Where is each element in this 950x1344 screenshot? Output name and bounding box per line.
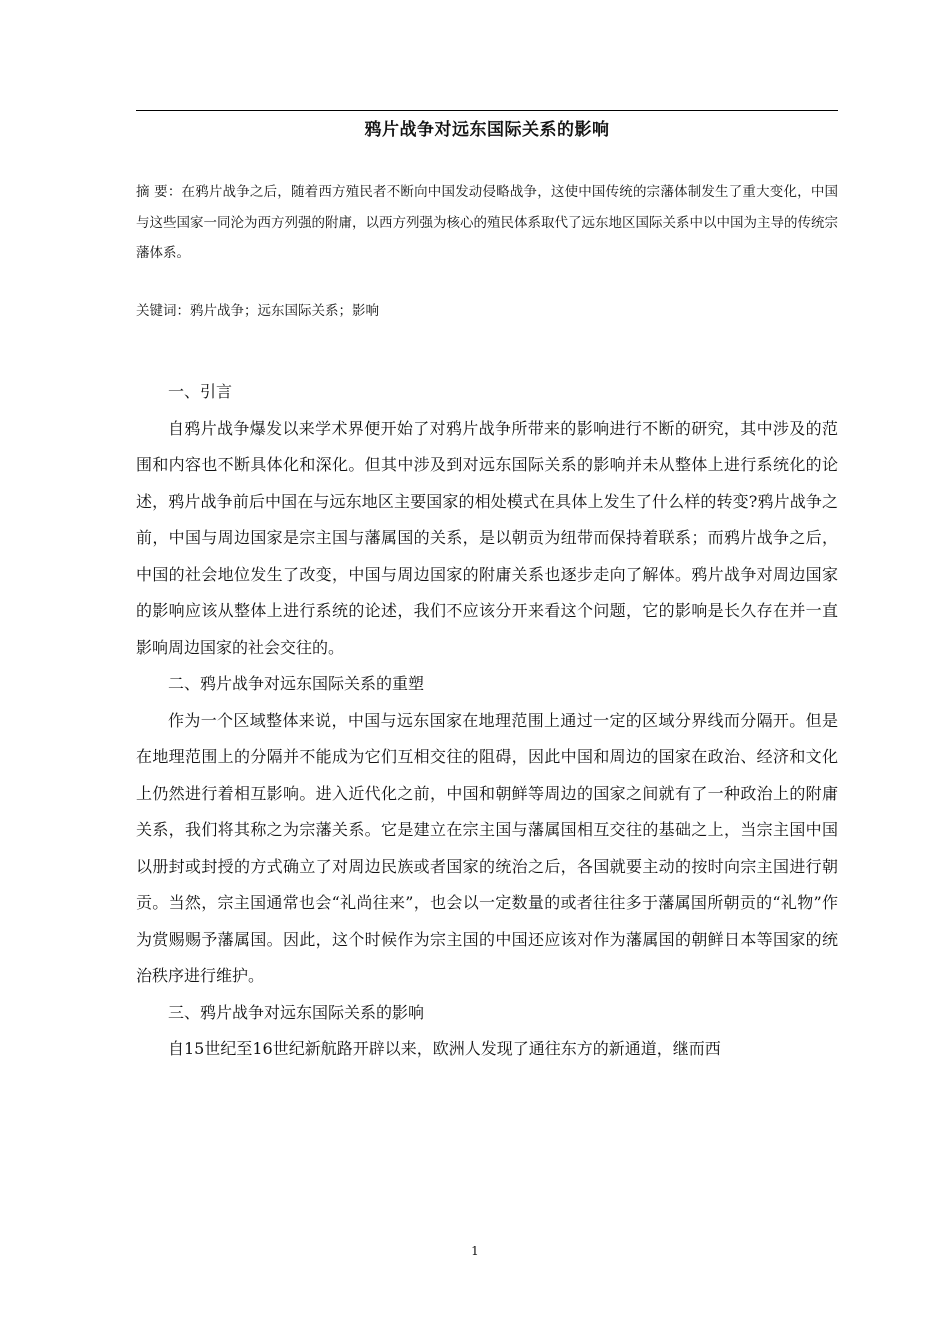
keywords-text: 鸦片战争；远东国际关系；影响 bbox=[190, 303, 379, 319]
section-paragraph-introduction: 自鸦片战争爆发以来学术界便开始了对鸦片战争所带来的影响进行不断的研究，其中涉及的范围和内容也不断具体化和深化。但其中涉及到对远东国际关系的影响并未从整体上进行系统化的论述，鸦片战争前后中国在与远东地区主要国家的相处模式在具体上发生了什么样的转变?鸦片战争之前，中国与周边国家是宗主国与藩属国的关系，是以朝贡为纽带而保持着联系；而鸦片战争之后，中国的社会地位发生了改变，中国与周边国家的附庸关系也逐步走向了解体。鸦片战争对周边国家的影响应该从整体上进行系统的论述，我们不应该分开来看这个问题，它的影响是长久存在并一直影响周边国家的社会交往的。 bbox=[136, 418, 838, 657]
section-heading-influence: 三、鸦片战争对远东国际关系的影响 bbox=[168, 1002, 425, 1022]
keywords-label: 关键词： bbox=[136, 303, 190, 319]
abstract-text: 在鸦片战争之后，随着西方殖民者不断向中国发动侵略战争，这使中国传统的宗藩体制发生了重大变化，中国与这些国家一同沦为西方列强的附庸，以西方列强为核心的殖民体系取代了远东地区国际关系中以中国为主导的传统宗藩体系。 bbox=[136, 184, 838, 261]
section-heading-introduction: 一、引言 bbox=[168, 382, 233, 401]
abstract-label: 摘 要： bbox=[136, 184, 182, 200]
section-paragraph-reshaping: 作为一个区域整体来说，中国与远东国家在地理范围上通过一定的区域分界线而分隔开。但是在地理范围上的分隔并不能成为它们互相交往的阻碍，因此中国和周边的国家在政治、经济和文化上仍然进行着相互影响。进入近代化之前，中国和朝鲜等周边的国家之间就有了一种政治上的附庸关系，我们将其称之为宗藩关系。它是建立在宗主国与藩属国相互交往的基础之上，当宗主国中国以册封或封授的方式确立了对周边民族或者国家的统治之后，各国就要主动的按时向宗主国进行朝贡。当然，宗主国通常也会“礼尚往来”，也会以一定数量的或者往往多于藩属国所朝贡的“礼物”作为赏赐赐予藩属国。因此，这个时候作为宗主国的中国还应该对作为藩属国的朝鲜日本等国家的统治秩序进行维护。 bbox=[136, 710, 838, 985]
page-number: 1 bbox=[471, 1244, 479, 1258]
abstract bbox=[136, 177, 838, 269]
section-paragraph-influence: 自15世纪至16世纪新航路开辟以来，欧洲人发现了通往东方的新通道，继而西 bbox=[168, 1039, 721, 1058]
document-body bbox=[136, 374, 838, 1068]
header-rule bbox=[136, 110, 838, 111]
document-title: 鸦片战争对远东国际关系的影响 bbox=[364, 120, 610, 140]
section-heading-reshaping: 二、鸦片战争对远东国际关系的重塑 bbox=[168, 674, 425, 693]
keywords bbox=[136, 297, 838, 325]
